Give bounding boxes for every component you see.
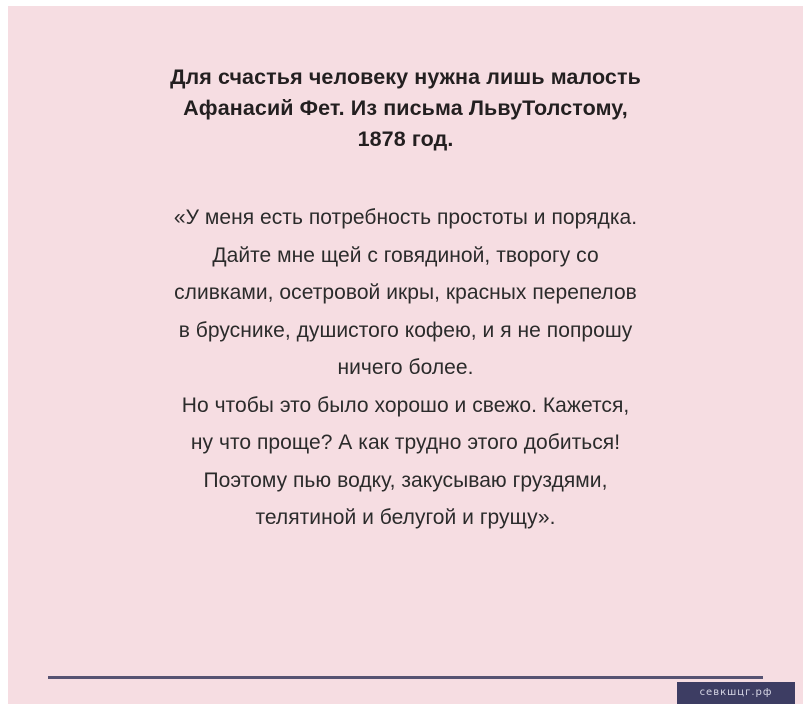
quote-body: [8, 155, 803, 537]
card-content: [8, 6, 803, 704]
title-line-1: Для счастья человеку нужна лишь малость: [170, 65, 641, 89]
quote-line-4: в бруснике, душистого кофею, и я не попрошу: [178, 318, 633, 342]
card-footer: [8, 668, 803, 704]
title-line-2: Афанасий Фет. Из письма ЛьвуТолстому,: [183, 96, 628, 120]
quote-line-9: телятиной и белугой и грущу».: [255, 506, 556, 529]
quote-line-7: ну что проще? А как трудно этого добиться!: [190, 431, 621, 454]
quote-line-8: Поэтому пью водку, закусываю груздями,: [203, 468, 608, 492]
left-border: [0, 0, 8, 704]
footer-divider: [48, 676, 763, 679]
right-border: [803, 0, 810, 704]
quote-line-2: Дайте мне щей с говядиной, творогу со: [212, 243, 599, 267]
quote-line-6: Но чтобы это было хорошо и свежо. Кажется,: [181, 393, 630, 417]
title-line-3: 1878 год.: [357, 127, 454, 151]
quote-line-1: «У меня есть потребность простоты и порядка.: [173, 206, 638, 229]
quote-line-5: ничего более.: [337, 356, 474, 379]
card-title: [8, 6, 803, 155]
watermark-label: севкшцг.рф: [677, 682, 795, 704]
quote-line-3: сливками, осетровой икры, красных перепелов: [174, 281, 637, 304]
